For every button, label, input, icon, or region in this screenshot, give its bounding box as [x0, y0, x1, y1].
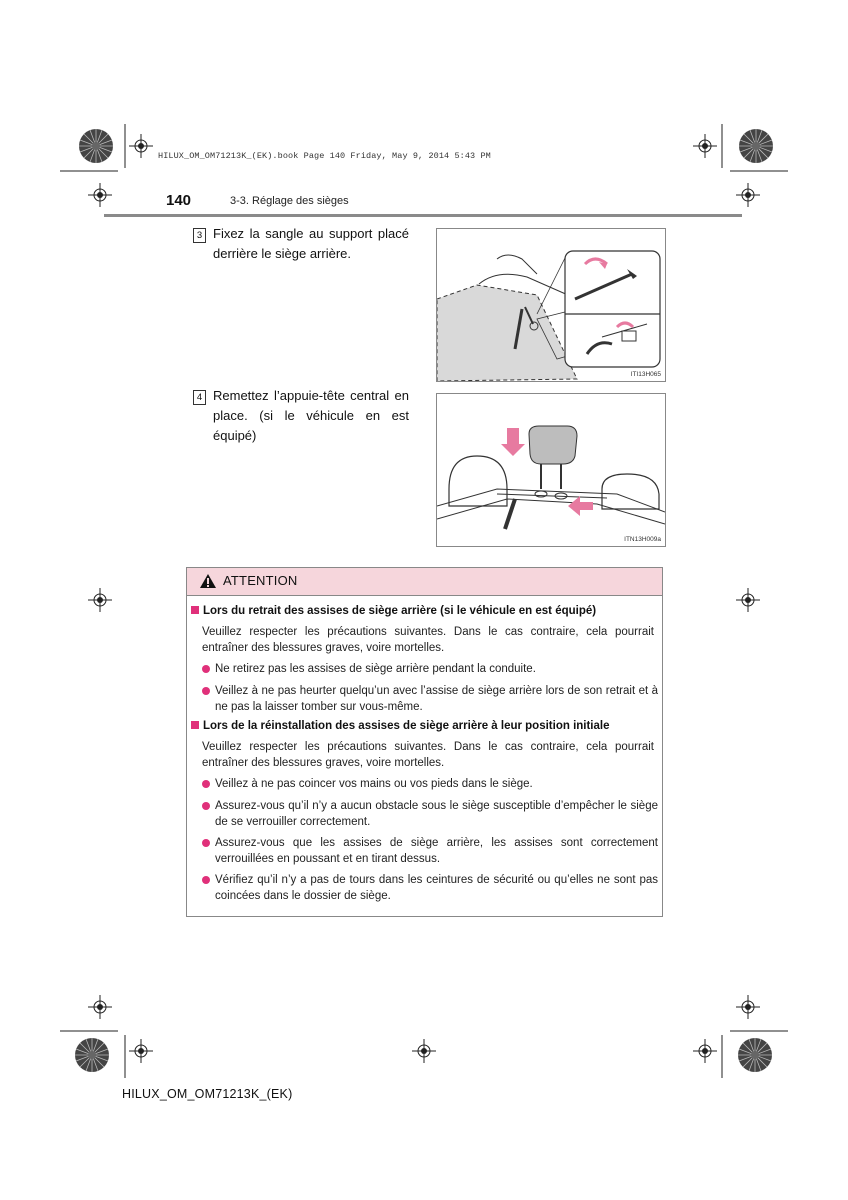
warning-bullet: Assurez-vous que les assises de siège arrière, les assises sont correctement verrouillées en poussant et en tirant dessus.: [202, 835, 658, 867]
warning-bullet: Vérifiez qu’il n’y a pas de tours dans les ceintures de sécurité ou qu’elles ne sont pas coincées dans le dossier de siège.: [202, 872, 658, 904]
figure-code: ITN13H009a: [624, 536, 661, 543]
header-rule: [104, 214, 742, 217]
bullet-dot-icon: [202, 687, 210, 695]
bullet-dot-icon: [202, 839, 210, 847]
warning-bullet: Ne retirez pas les assises de siège arrière pendant la conduite.: [202, 661, 658, 677]
square-bullet-icon: [191, 606, 199, 614]
warning-heading: Lors du retrait des assises de siège arrière (si le véhicule en est équipé): [191, 605, 596, 617]
warning-icon: [199, 573, 217, 589]
bullet-dot-icon: [202, 780, 210, 788]
warning-title: ATTENTION: [223, 573, 298, 588]
warning-paragraph: Veuillez respecter les précautions suivantes. Dans le cas contraire, cela pourrait entraîner des blessures graves, voire mortelles.: [202, 741, 654, 769]
headrest-illustration: [437, 394, 665, 546]
bullet-dot-icon: [202, 665, 210, 673]
warning-paragraph: Veuillez respecter les précautions suivantes. Dans le cas contraire, cela pourrait entraîner des blessures graves, voire mortelles.: [202, 626, 654, 654]
square-bullet-icon: [191, 721, 199, 729]
seat-strap-illustration: [437, 229, 665, 381]
bullet-dot-icon: [202, 802, 210, 810]
warning-header: [187, 568, 662, 596]
page-number: 140: [166, 192, 192, 209]
step-number-box: 3: [193, 228, 206, 243]
step-text: Remettez l’appuie-tête central en place. (si le véhicule en est équipé): [213, 388, 409, 443]
warning-box: [186, 567, 663, 917]
warning-bullet: Veillez à ne pas heurter quelqu’un avec l’assise de siège arrière lors de son retrait et à ne pas la laisser tomber sur vous-même.: [202, 683, 658, 715]
figure-headrest: [436, 393, 666, 547]
warning-bullet: Veillez à ne pas coincer vos mains ou vos pieds dans le siège.: [202, 776, 658, 792]
figure-seat-strap: [436, 228, 666, 382]
step-text: Fixez la sangle au support placé derrière le siège arrière.: [213, 226, 409, 261]
footer-book-code: HILUX_OM_OM71213K_(EK): [122, 1087, 293, 1101]
figure-code: ITI13H065: [630, 371, 661, 378]
step-number-box: 4: [193, 390, 206, 405]
warning-heading: Lors de la réinstallation des assises de siège arrière à leur position initiale: [191, 720, 610, 732]
print-info: HILUX_OM_OM71213K_(EK).book Page 140 Friday, May 9, 2014 5:43 PM: [158, 151, 491, 161]
warning-bullet: Assurez-vous qu’il n’y a aucun obstacle sous le siège susceptible d’empêcher le siège de se verrouiller correctement.: [202, 798, 658, 830]
bullet-dot-icon: [202, 876, 210, 884]
section-title: 3-3. Réglage des sièges: [230, 195, 349, 207]
